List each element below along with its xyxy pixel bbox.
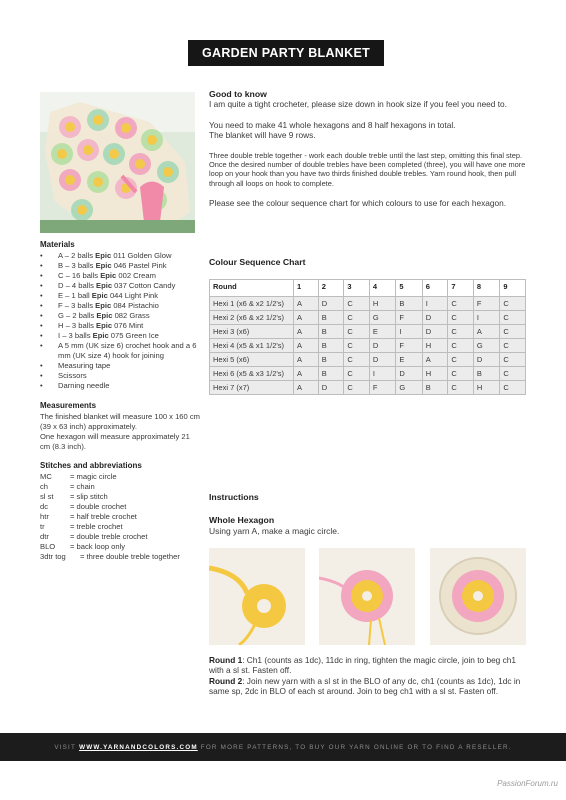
row-label: Hexi 4 (x5 & x1 1/2's) (210, 339, 294, 353)
table-cell: B (473, 367, 499, 381)
step-photo-2 (319, 548, 415, 645)
table-cell: C (500, 381, 526, 395)
round-2-text: Round 2: Join new yarn with a sl st in the BLO of any dc, ch1 (counts as 1dc), 1dc in same sp, 2dc in BLO of each st around. Join to beg ch1 with a sl st. Fasten off. (209, 675, 521, 697)
materials-heading: Materials (40, 240, 75, 249)
paragraph: Three double treble together - work each double treble until the last step, omitting this final step. Once the desired number of double trebles have been completed (three), you will have one more loop on your hook than you have two thirds finished double trebles. Yarn round hook, then pull through all loops on hook to complete. (209, 150, 526, 188)
stitches-section (40, 461, 200, 562)
paragraph: You need to make 41 whole hexagons and 8 half hexagons in total. (209, 119, 456, 130)
list-item: • H – 3 balls Epic 076 Mint (40, 321, 200, 331)
column-header: 4 (369, 280, 395, 297)
row-label: Hexi 6 (x5 & x3 1/2's) (210, 367, 294, 381)
table-cell: C (344, 381, 370, 395)
footer-bar (0, 733, 566, 761)
list-item: • Scissors (40, 371, 200, 381)
left-column (40, 240, 200, 562)
column-header: 2 (318, 280, 344, 297)
list-item: • G – 2 balls Epic 082 Grass (40, 311, 200, 321)
table-cell: H (473, 381, 499, 395)
colour-sequence-table (209, 279, 526, 395)
table-cell: G (369, 311, 395, 325)
column-header: 6 (422, 280, 448, 297)
step-photo-3 (430, 548, 526, 645)
abbr-row: sl st = slip stitch (40, 492, 108, 501)
table-cell: C (500, 297, 526, 311)
footer-text: VISIT (54, 743, 77, 751)
table-cell: A (473, 325, 499, 339)
column-header: 5 (396, 280, 422, 297)
column-header: 1 (294, 280, 319, 297)
whole-hexagon-section (209, 515, 339, 536)
column-header: 7 (448, 280, 474, 297)
abbr-row: BLO = back loop only (40, 542, 126, 551)
table-cell: A (294, 367, 319, 381)
table-cell: C (448, 339, 474, 353)
abbr-row: tr = treble crochet (40, 522, 123, 531)
table-cell: D (396, 367, 422, 381)
list-item: • I – 3 balls Epic 075 Green Ice (40, 331, 200, 341)
table-cell: E (396, 353, 422, 367)
table-cell: A (294, 297, 319, 311)
instructions-heading: Instructions (209, 492, 259, 502)
table-cell: B (318, 325, 344, 339)
list-item: • C – 16 balls Epic 002 Cream (40, 271, 200, 281)
paragraph: I am quite a tight crocheter, please size down in hook size if you feel you need to. (209, 99, 507, 110)
abbr-row: 3dtr tog = three double treble together (40, 552, 180, 561)
blanket-photo (40, 92, 195, 233)
abbr-row: dtr = double treble crochet (40, 532, 148, 541)
table-row (210, 353, 526, 367)
measurements-section (40, 401, 200, 452)
table-cell: H (422, 367, 448, 381)
table-cell: B (318, 311, 344, 325)
list-item: • B – 3 balls Epic 046 Pastel Pink (40, 261, 200, 271)
table-cell: D (422, 325, 448, 339)
colour-chart-heading: Colour Sequence Chart (209, 257, 306, 267)
table-cell: A (294, 325, 319, 339)
column-header: 3 (344, 280, 370, 297)
table-cell: C (344, 367, 370, 381)
table-cell: H (422, 339, 448, 353)
rounds-section (209, 655, 529, 697)
footer-link[interactable]: WWW.YARNANDCOLORS.COM (79, 743, 198, 751)
table-cell: C (448, 367, 474, 381)
table-cell: E (369, 325, 395, 339)
table-cell: A (294, 381, 319, 395)
good-to-know-section (209, 89, 529, 209)
paragraph: The blanket will have 9 rows. (209, 130, 316, 141)
table-cell: I (473, 311, 499, 325)
row-label: Hexi 5 (x6) (210, 353, 294, 367)
table-cell: B (318, 339, 344, 353)
table-cell: C (344, 353, 370, 367)
table-cell: F (396, 339, 422, 353)
table-cell: D (369, 353, 395, 367)
table-cell: C (448, 311, 474, 325)
table-cell: F (473, 297, 499, 311)
table-cell: D (369, 339, 395, 353)
table-row (210, 297, 526, 311)
table-cell: I (422, 297, 448, 311)
list-item: • E – 1 ball Epic 044 Light Pink (40, 291, 200, 301)
table-cell: F (369, 381, 395, 395)
column-header: 8 (473, 280, 499, 297)
abbr-row: MC = magic circle (40, 472, 117, 481)
table-cell: B (318, 353, 344, 367)
list-item: • Measuring tape (40, 361, 200, 371)
table-cell: D (318, 297, 344, 311)
table-row (210, 311, 526, 325)
abbr-row: dc = double crochet (40, 502, 127, 511)
table-cell: C (500, 339, 526, 353)
table-cell: G (473, 339, 499, 353)
table-cell: F (396, 311, 422, 325)
whole-hexagon-heading: Whole Hexagon (209, 515, 275, 525)
list-item: • Darning needle (40, 381, 200, 391)
table-row (210, 325, 526, 339)
table-cell: C (448, 325, 474, 339)
table-cell: C (344, 311, 370, 325)
table-row (210, 367, 526, 381)
table-cell: C (500, 367, 526, 381)
table-row (210, 339, 526, 353)
table-cell: B (396, 297, 422, 311)
row-label: Hexi 2 (x6 & x2 1/2's) (210, 311, 294, 325)
watermark: PassionForum.ru (497, 779, 558, 788)
row-label: Hexi 1 (x6 & x2 1/2's) (210, 297, 294, 311)
table-cell: G (396, 381, 422, 395)
table-cell: C (448, 381, 474, 395)
abbr-row: ch = chain (40, 482, 95, 491)
materials-list (40, 251, 200, 391)
table-cell: A (294, 353, 319, 367)
list-item: • F – 3 balls Epic 084 Pistachio (40, 301, 200, 311)
table-cell: C (448, 297, 474, 311)
stitches-heading: Stitches and abbreviations (40, 461, 142, 470)
paragraph: Using yarn A, make a magic circle. (209, 525, 340, 536)
table-cell: C (448, 353, 474, 367)
table-row (210, 381, 526, 395)
round-1-text: Round 1: Ch1 (counts as 1dc), 11dc in ring, tighten the magic circle, join to beg ch1 with a sl st. Fasten off. (209, 655, 516, 676)
list-item: • A – 2 balls Epic 011 Golden Glow (40, 251, 200, 261)
table-cell: A (294, 339, 319, 353)
column-header: 9 (500, 280, 526, 297)
footer-text: FOR MORE PATTERNS, TO BUY OUR YARN ONLINE OR TO FIND A RESELLER. (200, 743, 512, 751)
table-cell: C (500, 353, 526, 367)
table-cell: B (422, 381, 448, 395)
table-cell: I (369, 367, 395, 381)
row-label: Hexi 3 (x6) (210, 325, 294, 339)
table-cell: I (396, 325, 422, 339)
table-cell: C (500, 311, 526, 325)
good-to-know-heading: Good to know (209, 89, 267, 99)
step-photo-1 (209, 548, 305, 645)
list-item: • D – 4 balls Epic 037 Cotton Candy (40, 281, 200, 291)
measurements-heading: Measurements (40, 401, 97, 410)
table-cell: H (369, 297, 395, 311)
page-title: GARDEN PARTY BLANKET (188, 40, 384, 66)
table-cell: A (422, 353, 448, 367)
measurements-text: One hexagon will measure approximately 21 cm (8.3 inch). (40, 432, 190, 451)
table-cell: C (344, 325, 370, 339)
table-cell: D (473, 353, 499, 367)
table-header-row (210, 280, 526, 297)
table-cell: D (422, 311, 448, 325)
table-cell: A (294, 311, 319, 325)
table-cell: C (344, 297, 370, 311)
list-item: • A 5 mm (UK size 6) crochet hook and a 6 mm (UK size 4) hook for joining (40, 341, 200, 361)
column-header: Round (210, 280, 294, 297)
table-cell: C (500, 325, 526, 339)
table-cell: D (318, 381, 344, 395)
paragraph: Please see the colour sequence chart for which colours to use for each hexagon. (209, 198, 507, 209)
abbr-row: htr = half treble crochet (40, 512, 137, 521)
table-cell: C (344, 339, 370, 353)
row-label: Hexi 7 (x7) (210, 381, 294, 395)
measurements-text: The finished blanket will measure 100 x 160 cm (39 x 63 inch) approximately. (40, 412, 200, 431)
table-cell: B (318, 367, 344, 381)
